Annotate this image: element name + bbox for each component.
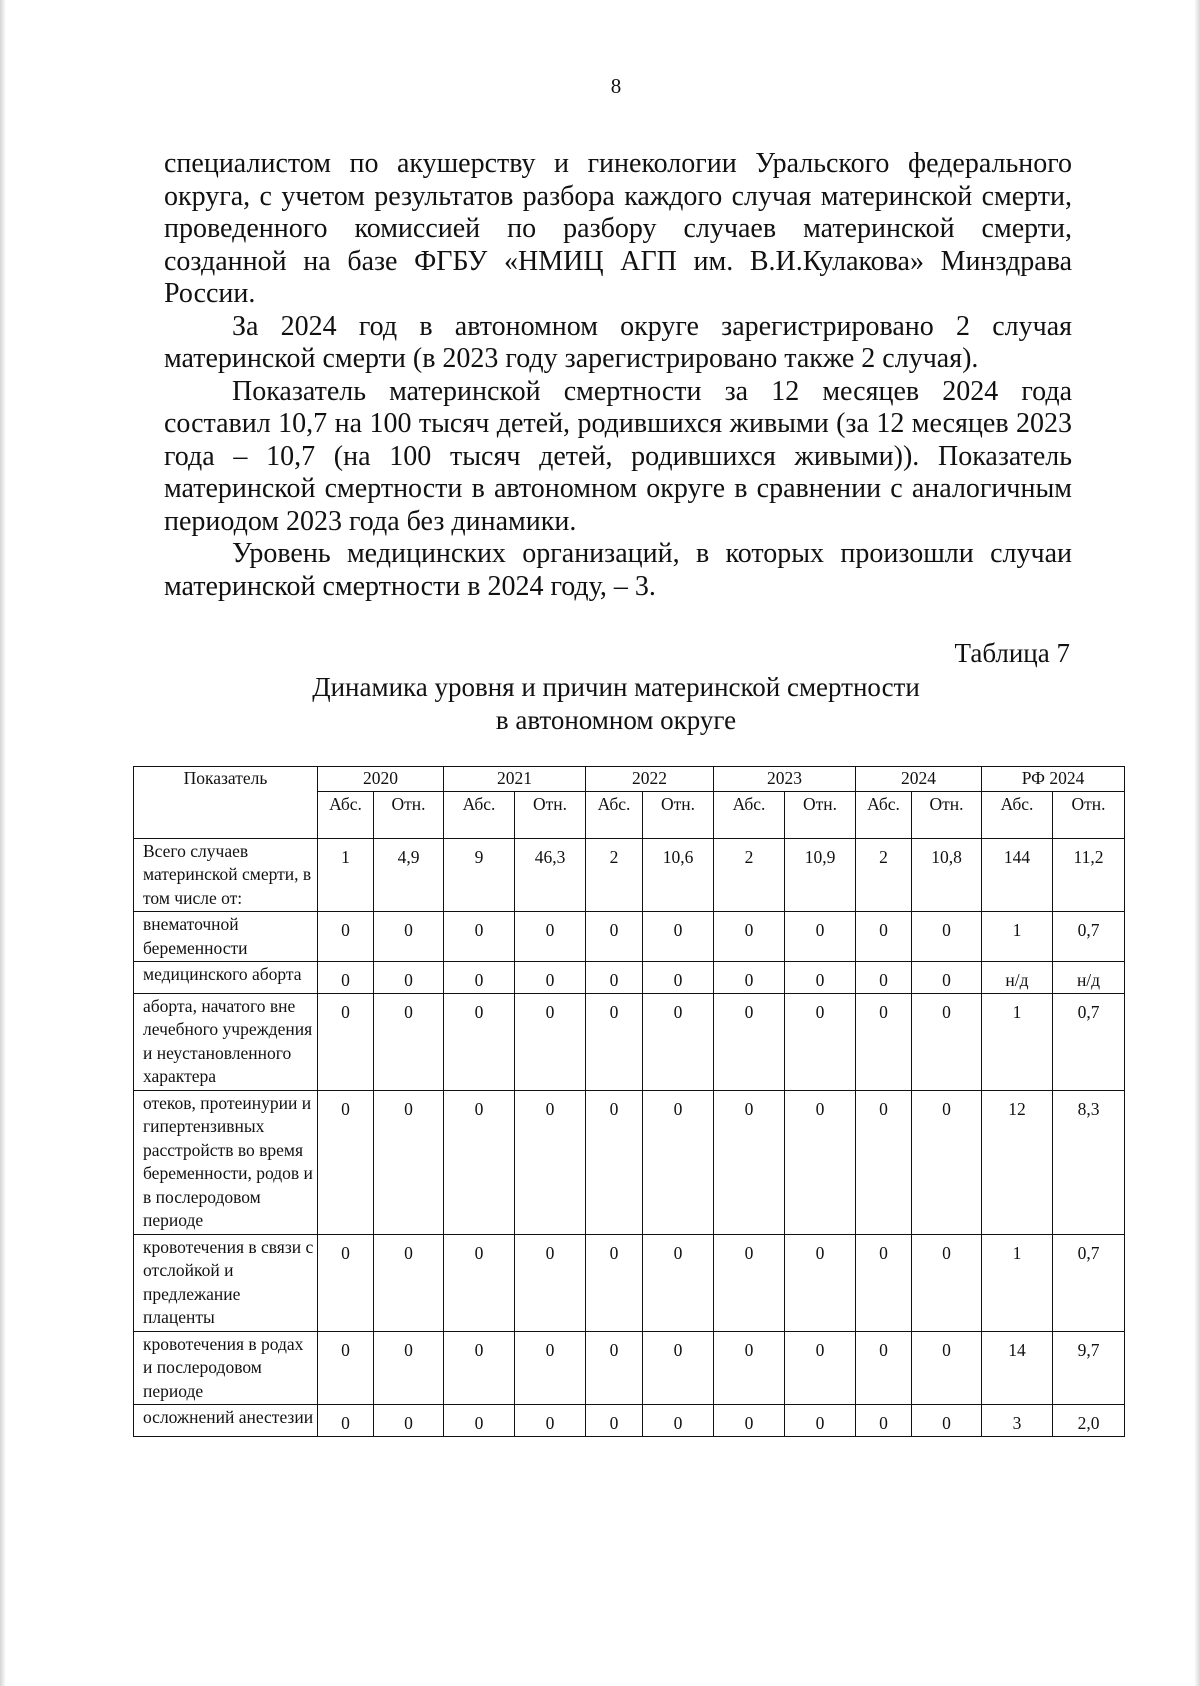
table-cell: 1 (982, 912, 1053, 962)
paragraph-3: Показатель материнской смертности за 12 месяцев 2024 года составил 10,7 на 100 тысяч детей, родившихся живыми (за 12 месяцев 2023 года – 10,7 (на 100 тысяч детей, родившихся живыми)). Показатель материнской смертности в автономном округе в сравнении с аналогичным периодом 2023 года без динамики. (164, 375, 1072, 537)
row-label: кровотечения в родах и послеродовом периоде (134, 1331, 318, 1405)
table-cell: 0 (912, 993, 982, 1090)
table-cell: 8,3 (1053, 1090, 1125, 1234)
table-cell: 0 (318, 1090, 374, 1234)
table-cell: 0 (586, 1331, 643, 1405)
table-cell: 0 (856, 912, 912, 962)
table-cell: 0 (714, 993, 785, 1090)
table-cell: 0 (374, 912, 444, 962)
maternal-mortality-table (133, 766, 1125, 1437)
row-label: осложнений анестезии (134, 1405, 318, 1437)
table-cell: 0 (643, 962, 714, 994)
table-cell: 0 (444, 962, 515, 994)
header-rf-2024: РФ 2024 (982, 767, 1125, 792)
table-caption: Таблица 7 (954, 638, 1070, 668)
table-cell: 10,8 (912, 838, 982, 912)
table-cell: 0 (785, 1234, 856, 1331)
table-cell: 0 (318, 1405, 374, 1437)
table-cell: 0 (856, 1090, 912, 1234)
table-cell: 0 (586, 1090, 643, 1234)
row-label: аборта, начатого вне лечебного учреждения и неустановленного характера (134, 993, 318, 1090)
row-label: Всего случаев материнской смерти, в том числе от: (134, 838, 318, 912)
table-cell: 0 (912, 1405, 982, 1437)
table-row (134, 838, 1125, 912)
header-subcolumn: Абс. (714, 791, 785, 838)
table-cell: 0,7 (1053, 993, 1125, 1090)
table-row (134, 1090, 1125, 1234)
row-label: внематочной беременности (134, 912, 318, 962)
header-subcolumn: Абс. (856, 791, 912, 838)
table-cell: 0 (714, 1405, 785, 1437)
table-cell: 4,9 (374, 838, 444, 912)
table-cell: 0 (586, 1234, 643, 1331)
table-cell: 0 (714, 912, 785, 962)
table-cell: 0 (643, 993, 714, 1090)
table-cell: 0 (785, 1405, 856, 1437)
table-cell: 0 (912, 1090, 982, 1234)
table-cell: 0 (586, 912, 643, 962)
row-label: медицинского аборта (134, 962, 318, 994)
table-row (134, 1331, 1125, 1405)
table-cell: 0 (714, 1090, 785, 1234)
table-cell: 9,7 (1053, 1331, 1125, 1405)
table-row (134, 962, 1125, 994)
header-subcolumn: Отн. (912, 791, 982, 838)
table-cell: 0 (912, 1234, 982, 1331)
table-cell: 2 (586, 838, 643, 912)
table-cell: 0 (444, 1090, 515, 1234)
table-row (134, 1234, 1125, 1331)
table-cell: 0 (912, 962, 982, 994)
table-cell: 2 (714, 838, 785, 912)
table-cell: 3 (982, 1405, 1053, 1437)
header-indicator: Показатель (134, 767, 318, 839)
header-subcolumn: Отн. (1053, 791, 1125, 838)
header-subcolumn: Абс. (586, 791, 643, 838)
paragraph-2: За 2024 год в автономном округе зарегистрировано 2 случая материнской смерти (в 2023 году зарегистрировано также 2 случая). (164, 310, 1072, 374)
table-cell: 0 (643, 1405, 714, 1437)
table-cell: 0 (318, 962, 374, 994)
table-cell: 144 (982, 838, 1053, 912)
table-cell: 0 (714, 1331, 785, 1405)
table-cell: 2 (856, 838, 912, 912)
table-cell: 0 (643, 1331, 714, 1405)
table-cell: 0 (912, 1331, 982, 1405)
table-cell: 0 (785, 962, 856, 994)
table-cell: 0 (515, 993, 586, 1090)
header-year-2023: 2023 (714, 767, 856, 792)
table-cell: 0 (515, 1405, 586, 1437)
table-cell: 0 (785, 912, 856, 962)
table-title-line-1: Динамика уровня и причин материнской смертности (312, 672, 920, 702)
table-cell: 0 (515, 1234, 586, 1331)
table-cell: 0 (714, 962, 785, 994)
table-cell: 0 (444, 993, 515, 1090)
table-cell: н/д (1053, 962, 1125, 994)
header-year-2020: 2020 (318, 767, 444, 792)
table-title (286, 671, 946, 737)
table-cell: 0 (856, 1405, 912, 1437)
table-cell: 0 (318, 1331, 374, 1405)
table-cell: 0 (714, 1234, 785, 1331)
table-cell: 0 (318, 1234, 374, 1331)
table-cell: 46,3 (515, 838, 586, 912)
table-cell: 1 (982, 993, 1053, 1090)
table-cell: 10,9 (785, 838, 856, 912)
header-year-2024: 2024 (856, 767, 982, 792)
table-cell: 0 (856, 1234, 912, 1331)
table-cell: 0 (374, 1331, 444, 1405)
table-cell: 0 (515, 912, 586, 962)
header-year-2021: 2021 (444, 767, 586, 792)
table-cell: 0 (374, 1090, 444, 1234)
table-cell: 12 (982, 1090, 1053, 1234)
table-cell: 0 (515, 962, 586, 994)
table-cell: 10,6 (643, 838, 714, 912)
table-cell: 0 (444, 1234, 515, 1331)
table-cell: 14 (982, 1331, 1053, 1405)
table-cell: 0 (318, 993, 374, 1090)
table-cell: 0 (444, 1331, 515, 1405)
table-cell: 0 (318, 912, 374, 962)
table-cell: 0 (785, 993, 856, 1090)
table-cell: 0 (515, 1090, 586, 1234)
table-cell: 0 (374, 962, 444, 994)
header-year-2022: 2022 (586, 767, 714, 792)
header-subcolumn: Отн. (643, 791, 714, 838)
table-cell: 0 (912, 912, 982, 962)
table-cell: 0 (515, 1331, 586, 1405)
scan-edge-right (1194, 0, 1200, 1686)
header-subcolumn: Отн. (515, 791, 586, 838)
table-cell: 0 (643, 1090, 714, 1234)
header-subcolumn: Отн. (785, 791, 856, 838)
scan-edge-left (0, 0, 6, 1686)
table-cell: 0 (785, 1331, 856, 1405)
table-cell: 0 (856, 962, 912, 994)
table-cell: 9 (444, 838, 515, 912)
table-cell: 1 (982, 1234, 1053, 1331)
table-title-line-2: в автономном округе (495, 705, 737, 735)
table-cell: 0 (374, 1405, 444, 1437)
table-cell: 0 (856, 993, 912, 1090)
table-cell: 0 (374, 993, 444, 1090)
table-cell: н/д (982, 962, 1053, 994)
table-body (134, 838, 1125, 1436)
table-cell: 0 (444, 912, 515, 962)
body-text (164, 148, 1072, 603)
table-cell: 0 (643, 1234, 714, 1331)
page-number: 8 (610, 74, 622, 98)
table-cell: 0 (856, 1331, 912, 1405)
table-cell: 11,2 (1053, 838, 1125, 912)
header-subcolumn: Абс. (444, 791, 515, 838)
paragraph-4: Уровень медицинских организаций, в которых произошли случаи материнской смертности в 2024 году, – 3. (164, 538, 1072, 602)
table-cell: 0 (374, 1234, 444, 1331)
header-subcolumn: Абс. (982, 791, 1053, 838)
row-label: кровотечения в связи с отслойкой и предлежание плаценты (134, 1234, 318, 1331)
header-subcolumn: Отн. (374, 791, 444, 838)
table-cell: 0 (586, 993, 643, 1090)
table-cell: 0 (586, 962, 643, 994)
table-row (134, 993, 1125, 1090)
row-label: отеков, протеинурии и гипертензивных расстройств во время беременности, родов и в послеродовом периоде (134, 1090, 318, 1234)
table-cell: 0 (444, 1405, 515, 1437)
table-cell: 0,7 (1053, 1234, 1125, 1331)
table-cell: 0,7 (1053, 912, 1125, 962)
table-cell: 0 (586, 1405, 643, 1437)
table-header-years (134, 767, 1125, 792)
table-cell: 2,0 (1053, 1405, 1125, 1437)
table-cell: 0 (785, 1090, 856, 1234)
table-cell: 0 (643, 912, 714, 962)
header-subcolumn: Абс. (318, 791, 374, 838)
table-cell: 1 (318, 838, 374, 912)
paragraph-1: специалистом по акушерству и гинекологии Уральского федерального округа, с учетом результатов разбора каждого случая материнской смерти, проведенного комиссией по разбору случаев материнской смерти, созданной на базе ФГБУ «НМИЦ АГП им. В.И.Кулакова» Минздрава России. (164, 148, 1072, 309)
table-row (134, 1405, 1125, 1437)
table-row (134, 912, 1125, 962)
